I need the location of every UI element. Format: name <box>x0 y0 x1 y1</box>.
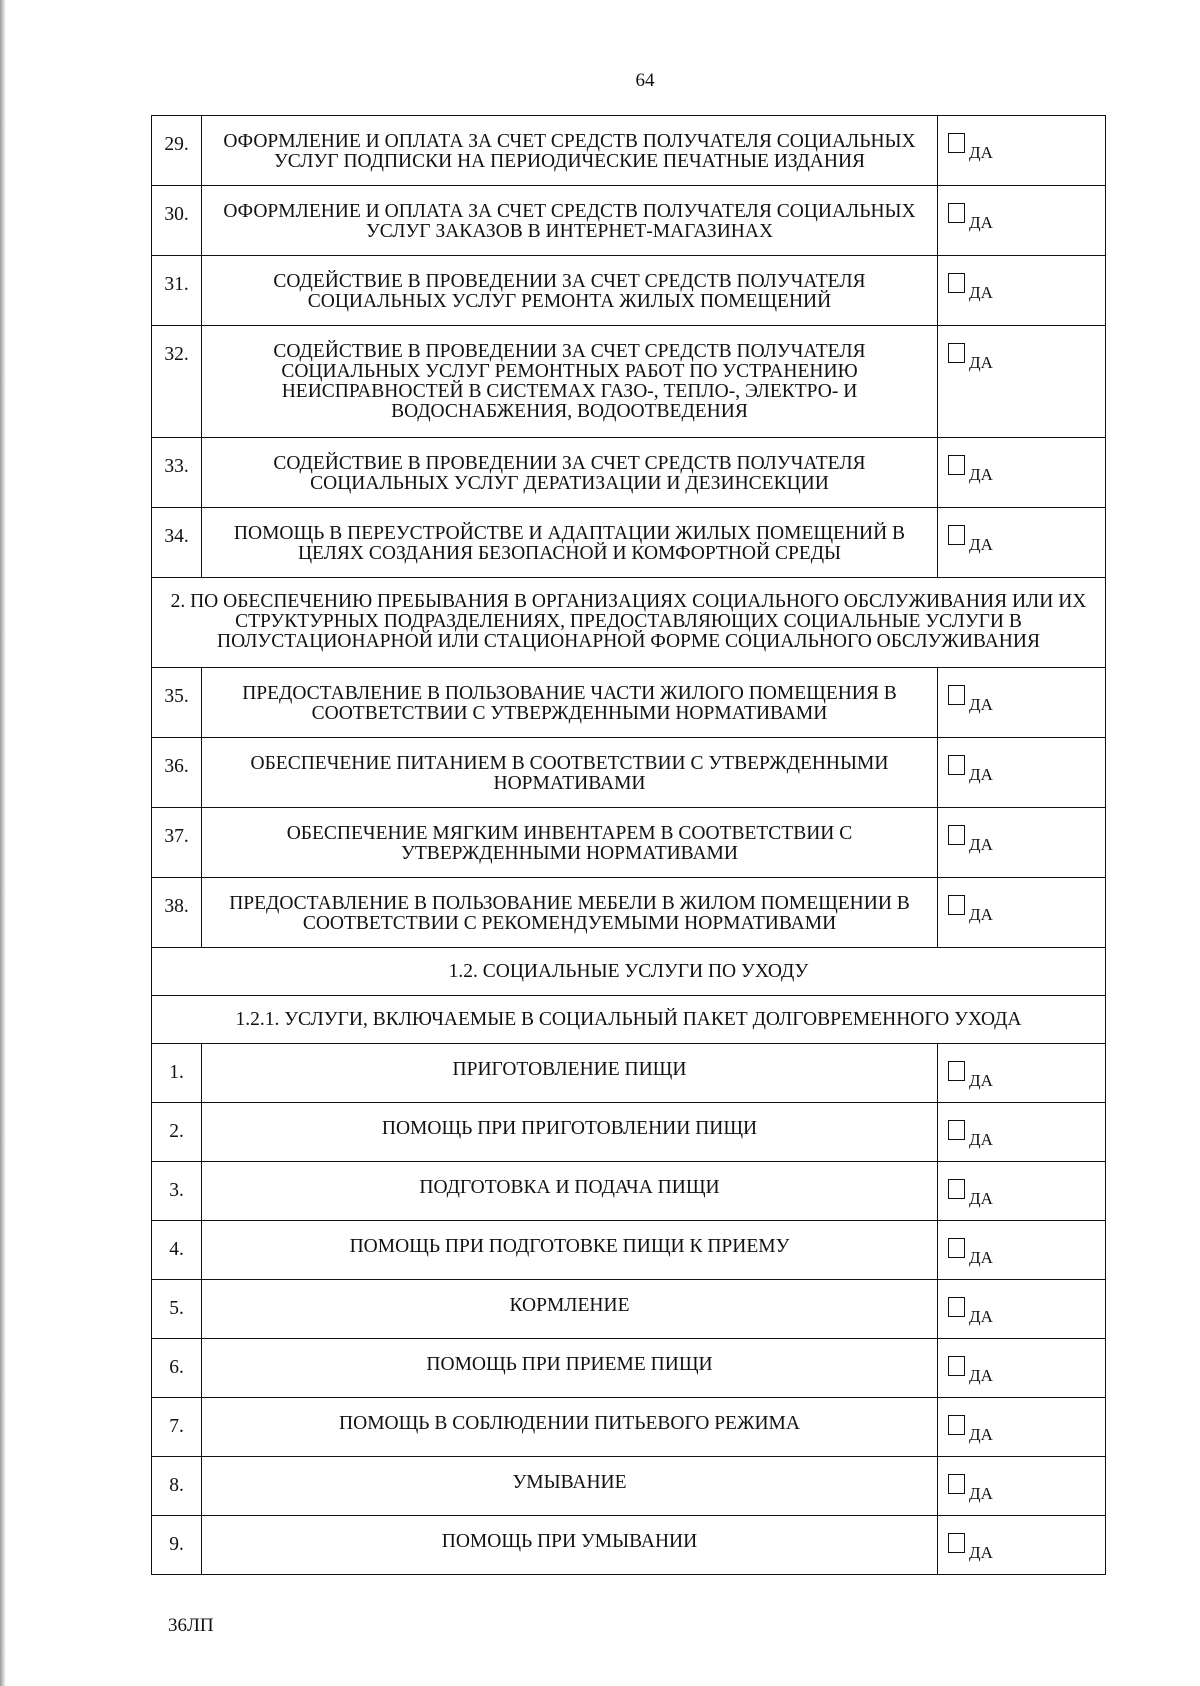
item-number: 33. <box>152 438 202 508</box>
service-name: СОДЕЙСТВИЕ В ПРОВЕДЕНИИ ЗА СЧЕТ СРЕДСТВ ПОЛУЧАТЕЛЯ СОЦИАЛЬНЫХ УСЛУГ РЕМОНТНЫХ РАБОТ ПО УСТРАНЕНИЮ НЕИСПРАВНОСТЕЙ В СИСТЕМАХ ГАЗО-, ТЕПЛО-, ЭЛЕКТРО- И ВОДОСНАБЖЕНИЯ, ВОДООТВЕДЕНИЯ <box>202 326 938 438</box>
item-number: 38. <box>152 878 202 948</box>
section-title: 1.2. СОЦИАЛЬНЫЕ УСЛУГИ ПО УХОДУ <box>152 948 1106 996</box>
service-name: ПОМОЩЬ В СОБЛЮДЕНИИ ПИТЬЕВОГО РЕЖИМА <box>202 1398 938 1457</box>
item-number: 2. <box>152 1103 202 1162</box>
option-cell <box>938 1044 1106 1103</box>
option-cell <box>938 256 1106 326</box>
item-number: 35. <box>152 668 202 738</box>
checkbox-label: ДА <box>969 283 993 302</box>
scan-edge <box>0 0 6 1686</box>
checkbox[interactable] <box>948 203 965 223</box>
checkbox-label: ДА <box>969 1071 993 1090</box>
checkbox[interactable] <box>948 133 965 153</box>
checkbox[interactable] <box>948 525 965 545</box>
checkbox[interactable] <box>948 1356 965 1376</box>
table-row <box>152 1103 1106 1162</box>
checkbox-label: ДА <box>969 1248 993 1267</box>
section-title: 1.2.1. УСЛУГИ, ВКЛЮЧАЕМЫЕ В СОЦИАЛЬНЫЙ ПАКЕТ ДОЛГОВРЕМЕННОГО УХОДА <box>152 996 1106 1044</box>
checkbox-label: ДА <box>969 465 993 484</box>
service-name: СОДЕЙСТВИЕ В ПРОВЕДЕНИИ ЗА СЧЕТ СРЕДСТВ ПОЛУЧАТЕЛЯ СОЦИАЛЬНЫХ УСЛУГ ДЕРАТИЗАЦИИ И ДЕЗИНСЕКЦИИ <box>202 438 938 508</box>
table-row <box>152 1280 1106 1339</box>
checkbox-label: ДА <box>969 1307 993 1326</box>
checkbox-label: ДА <box>969 213 993 232</box>
option-cell <box>938 1103 1106 1162</box>
table-row <box>152 668 1106 738</box>
service-name: ПОМОЩЬ ПРИ ПОДГОТОВКЕ ПИЩИ К ПРИЕМУ <box>202 1221 938 1280</box>
table-row <box>152 1221 1106 1280</box>
table-row <box>152 1457 1106 1516</box>
service-name: ПОМОЩЬ ПРИ ПРИГОТОВЛЕНИИ ПИЩИ <box>202 1103 938 1162</box>
table-row <box>152 1162 1106 1221</box>
item-number: 36. <box>152 738 202 808</box>
checkbox-label: ДА <box>969 1484 993 1503</box>
table-row <box>152 508 1106 578</box>
item-number: 30. <box>152 186 202 256</box>
option-cell <box>938 1457 1106 1516</box>
checkbox[interactable] <box>948 1297 965 1317</box>
option-cell <box>938 1162 1106 1221</box>
item-number: 9. <box>152 1516 202 1575</box>
item-number: 29. <box>152 116 202 186</box>
item-number: 1. <box>152 1044 202 1103</box>
checkbox[interactable] <box>948 1061 965 1081</box>
service-name: ПРЕДОСТАВЛЕНИЕ В ПОЛЬЗОВАНИЕ МЕБЕЛИ В ЖИЛОМ ПОМЕЩЕНИИ В СООТВЕТСТВИИ С РЕКОМЕНДУЕМЫМИ НОРМАТИВАМИ <box>202 878 938 948</box>
option-cell <box>938 326 1106 438</box>
item-number: 5. <box>152 1280 202 1339</box>
checkbox[interactable] <box>948 685 965 705</box>
option-cell <box>938 738 1106 808</box>
item-number: 7. <box>152 1398 202 1457</box>
page-number: 64 <box>635 70 655 91</box>
service-name: ПОДГОТОВКА И ПОДАЧА ПИЩИ <box>202 1162 938 1221</box>
option-cell <box>938 1398 1106 1457</box>
table-row <box>152 438 1106 508</box>
table-row <box>152 186 1106 256</box>
checkbox[interactable] <box>948 895 965 915</box>
table-row <box>152 1398 1106 1457</box>
table-row <box>152 738 1106 808</box>
option-cell <box>938 186 1106 256</box>
checkbox-label: ДА <box>969 695 993 714</box>
item-number: 4. <box>152 1221 202 1280</box>
service-name: ПРЕДОСТАВЛЕНИЕ В ПОЛЬЗОВАНИЕ ЧАСТИ ЖИЛОГО ПОМЕЩЕНИЯ В СООТВЕТСТВИИ С УТВЕРЖДЕННЫМИ НОРМАТИВАМИ <box>202 668 938 738</box>
checkbox[interactable] <box>948 1238 965 1258</box>
checkbox-label: ДА <box>969 1366 993 1385</box>
item-number: 6. <box>152 1339 202 1398</box>
item-number: 32. <box>152 326 202 438</box>
table-row <box>152 808 1106 878</box>
option-cell <box>938 1516 1106 1575</box>
service-name: ПОМОЩЬ ПРИ УМЫВАНИИ <box>202 1516 938 1575</box>
checkbox[interactable] <box>948 1415 965 1435</box>
table-row <box>152 256 1106 326</box>
table-row <box>152 878 1106 948</box>
service-name: ПОМОЩЬ В ПЕРЕУСТРОЙСТВЕ И АДАПТАЦИИ ЖИЛЫХ ПОМЕЩЕНИЙ В ЦЕЛЯХ СОЗДАНИЯ БЕЗОПАСНОЙ И КОМФОРТНОЙ СРЕДЫ <box>202 508 938 578</box>
table-row <box>152 1339 1106 1398</box>
checkbox[interactable] <box>948 1474 965 1494</box>
checkbox-label: ДА <box>969 1543 993 1562</box>
checkbox[interactable] <box>948 273 965 293</box>
checkbox-label: ДА <box>969 835 993 854</box>
item-number: 34. <box>152 508 202 578</box>
service-name: ОБЕСПЕЧЕНИЕ МЯГКИМ ИНВЕНТАРЕМ В СООТВЕТСТВИИ С УТВЕРЖДЕННЫМИ НОРМАТИВАМИ <box>202 808 938 878</box>
option-cell <box>938 508 1106 578</box>
checkbox-label: ДА <box>969 143 993 162</box>
section-header-row <box>152 578 1106 668</box>
checkbox-label: ДА <box>969 905 993 924</box>
service-name: КОРМЛЕНИЕ <box>202 1280 938 1339</box>
checkbox[interactable] <box>948 825 965 845</box>
service-name: ПОМОЩЬ ПРИ ПРИЕМЕ ПИЩИ <box>202 1339 938 1398</box>
item-number: 37. <box>152 808 202 878</box>
service-name: ОФОРМЛЕНИЕ И ОПЛАТА ЗА СЧЕТ СРЕДСТВ ПОЛУЧАТЕЛЯ СОЦИАЛЬНЫХ УСЛУГ ПОДПИСКИ НА ПЕРИОДИЧЕСКИЕ ПЕЧАТНЫЕ ИЗДАНИЯ <box>202 116 938 186</box>
option-cell <box>938 1221 1106 1280</box>
checkbox[interactable] <box>948 455 965 475</box>
service-name: УМЫВАНИЕ <box>202 1457 938 1516</box>
option-cell <box>938 1339 1106 1398</box>
checkbox-label: ДА <box>969 1130 993 1149</box>
service-name: ОБЕСПЕЧЕНИЕ ПИТАНИЕМ В СООТВЕТСТВИИ С УТВЕРЖДЕННЫМИ НОРМАТИВАМИ <box>202 738 938 808</box>
item-number: 8. <box>152 1457 202 1516</box>
services-table <box>151 115 1106 1575</box>
footer-code: 36ЛП <box>168 1615 214 1636</box>
checkbox-label: ДА <box>969 535 993 554</box>
option-cell <box>938 808 1106 878</box>
option-cell <box>938 116 1106 186</box>
checkbox-label: ДА <box>969 765 993 784</box>
service-name: ОФОРМЛЕНИЕ И ОПЛАТА ЗА СЧЕТ СРЕДСТВ ПОЛУЧАТЕЛЯ СОЦИАЛЬНЫХ УСЛУГ ЗАКАЗОВ В ИНТЕРНЕТ-МАГАЗИНАХ <box>202 186 938 256</box>
option-cell <box>938 878 1106 948</box>
table-row <box>152 1516 1106 1575</box>
checkbox[interactable] <box>948 1533 965 1553</box>
section-header-row <box>152 948 1106 996</box>
option-cell <box>938 668 1106 738</box>
services-table-body <box>152 116 1106 1575</box>
service-name: СОДЕЙСТВИЕ В ПРОВЕДЕНИИ ЗА СЧЕТ СРЕДСТВ ПОЛУЧАТЕЛЯ СОЦИАЛЬНЫХ УСЛУГ РЕМОНТА ЖИЛЫХ ПОМЕЩЕНИЙ <box>202 256 938 326</box>
table-row <box>152 1044 1106 1103</box>
checkbox-label: ДА <box>969 353 993 372</box>
section-header-row <box>152 996 1106 1044</box>
checkbox[interactable] <box>948 1120 965 1140</box>
option-cell <box>938 438 1106 508</box>
section-title: 2. ПО ОБЕСПЕЧЕНИЮ ПРЕБЫВАНИЯ В ОРГАНИЗАЦИЯХ СОЦИАЛЬНОГО ОБСЛУЖИВАНИЯ ИЛИ ИХ СТРУКТУРНЫХ ПОДРАЗДЕЛЕНИЯХ, ПРЕДОСТАВЛЯЮЩИХ СОЦИАЛЬНЫЕ УСЛУГИ В ПОЛУСТАЦИОНАРНОЙ ИЛИ СТАЦИОНАРНОЙ ФОРМЕ СОЦИАЛЬНОГО ОБСЛУЖИВАНИЯ <box>152 578 1106 668</box>
option-cell <box>938 1280 1106 1339</box>
table-row <box>152 326 1106 438</box>
checkbox[interactable] <box>948 343 965 363</box>
service-name: ПРИГОТОВЛЕНИЕ ПИЩИ <box>202 1044 938 1103</box>
checkbox-label: ДА <box>969 1425 993 1444</box>
checkbox[interactable] <box>948 1179 965 1199</box>
item-number: 31. <box>152 256 202 326</box>
checkbox[interactable] <box>948 755 965 775</box>
table-row <box>152 116 1106 186</box>
item-number: 3. <box>152 1162 202 1221</box>
checkbox-label: ДА <box>969 1189 993 1208</box>
